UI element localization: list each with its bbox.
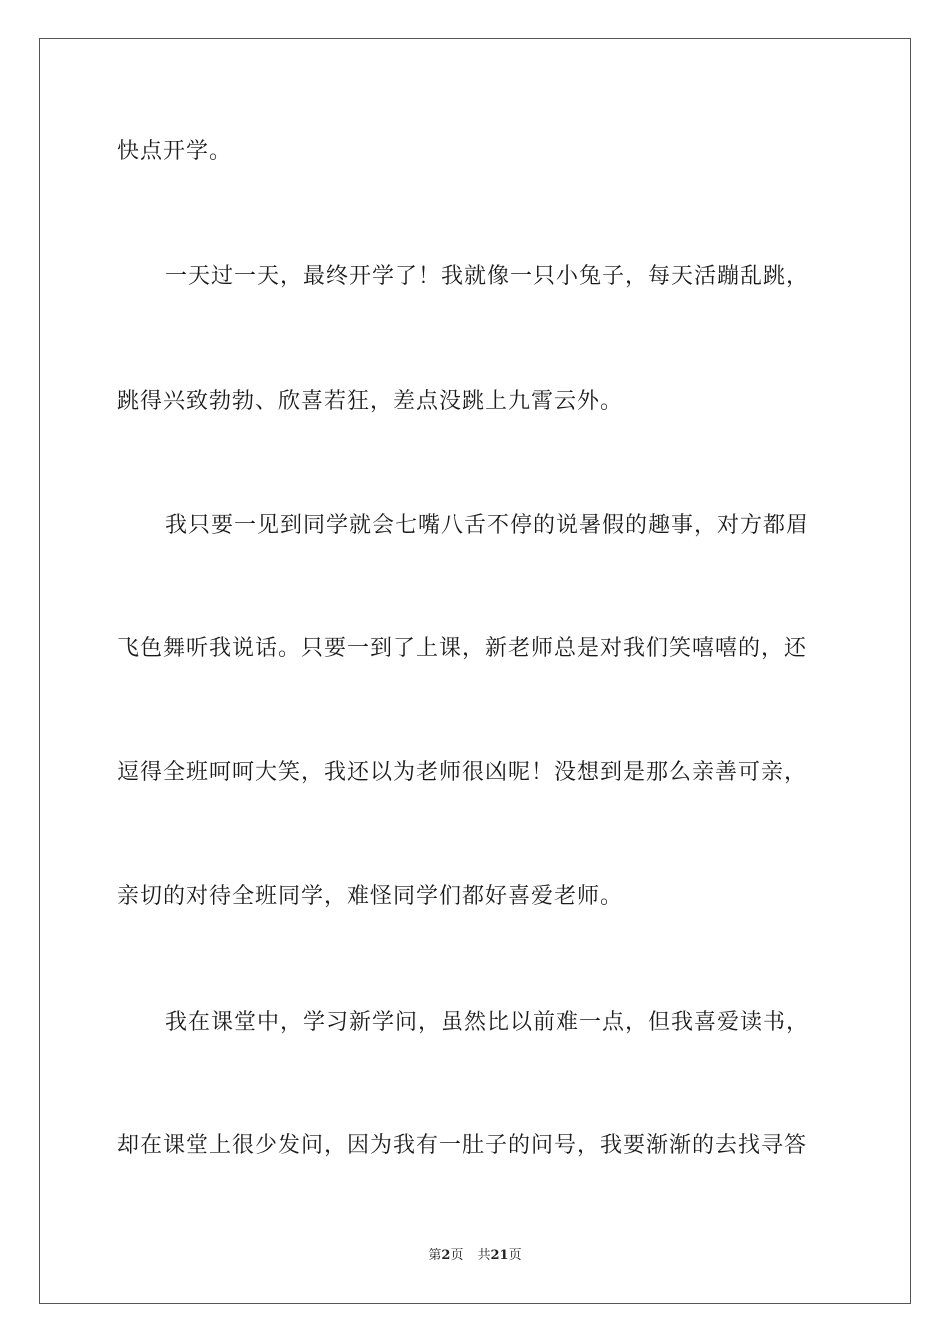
text-line: 跳得兴致勃勃、欣喜若狂，差点没跳上九霄云外。 — [117, 389, 624, 414]
footer-total-suffix: 页 — [508, 1248, 522, 1263]
footer-page-total: 21 — [490, 1248, 509, 1263]
text-line: 一天过一天，最终开学了！我就像一只小兔子，每天活蹦乱跳， — [165, 264, 810, 289]
page-footer — [0, 1247, 950, 1265]
text-line: 飞色舞听我说话。只要一到了上课，新老师总是对我们笑嘻嘻的，还 — [117, 636, 808, 661]
text-line: 却在课堂上很少发问，因为我有一肚子的问号，我要渐渐的去找寻答 — [117, 1133, 808, 1158]
text-line: 逗得全班呵呵大笑，我还以为老师很凶呢！没想到是那么亲善可亲， — [117, 760, 808, 785]
text-line: 亲切的对待全班同学，难怪同学们都好喜爱老师。 — [117, 884, 624, 909]
footer-page-suffix: 页 — [450, 1248, 464, 1263]
footer-page-current: 2 — [441, 1248, 451, 1263]
footer-total-prefix: 共 — [477, 1248, 491, 1263]
page-border — [39, 38, 911, 1304]
text-line: 我在课堂中，学习新学问，虽然比以前难一点，但我喜爱读书， — [165, 1010, 810, 1035]
text-line: 我只要一见到同学就会七嘴八舌不停的说暑假的趣事，对方都眉 — [165, 513, 810, 538]
footer-page-prefix: 第 — [428, 1248, 442, 1263]
text-line: 快点开学。 — [117, 139, 233, 164]
